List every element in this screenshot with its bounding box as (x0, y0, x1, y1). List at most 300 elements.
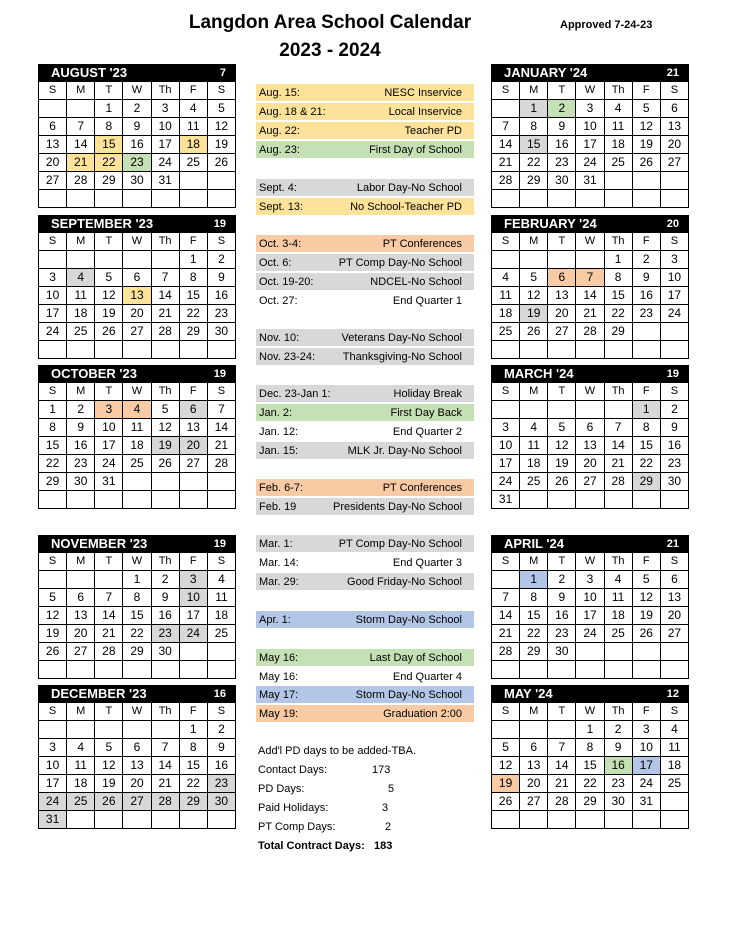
day-cell: 19 (492, 775, 520, 793)
day-cell: 18 (179, 136, 207, 154)
day-cell: 29 (95, 172, 123, 190)
week-row (39, 323, 236, 341)
day-cell: 1 (39, 401, 67, 419)
week-row (492, 491, 689, 509)
day-cell: 29 (39, 473, 67, 491)
day-cell: 22 (520, 154, 548, 172)
day-cell: 10 (151, 118, 179, 136)
empty-cell (604, 643, 632, 661)
empty-cell (632, 811, 660, 829)
weekday-header: T (548, 82, 576, 100)
day-cell: 26 (520, 323, 548, 341)
day-cell: 7 (492, 589, 520, 607)
empty-cell (576, 190, 604, 208)
event-date: Aug. 22: (259, 124, 300, 137)
month-header (38, 64, 236, 81)
empty-cell (179, 172, 207, 190)
day-cell: 24 (39, 323, 67, 341)
month-header (491, 365, 689, 382)
month-header (38, 535, 236, 552)
day-cell: 13 (67, 607, 95, 625)
day-cell: 25 (660, 775, 688, 793)
day-cell: 27 (520, 793, 548, 811)
event-label: NESC Inservice (384, 86, 462, 99)
week-row (39, 643, 236, 661)
day-cell: 6 (520, 739, 548, 757)
week-row (492, 437, 689, 455)
day-cell: 31 (492, 491, 520, 509)
empty-cell (123, 190, 151, 208)
day-cell: 2 (207, 251, 235, 269)
day-cell: 1 (95, 100, 123, 118)
day-cell: 3 (632, 721, 660, 739)
empty-cell (660, 661, 688, 679)
empty-cell (151, 341, 179, 359)
event-date: Dec. 23-Jan 1: (259, 387, 331, 400)
empty-cell (95, 661, 123, 679)
empty-cell (492, 190, 520, 208)
empty-cell (207, 190, 235, 208)
weekday-header: S (492, 703, 520, 721)
day-cell: 23 (207, 775, 235, 793)
day-cell: 15 (520, 136, 548, 154)
day-cell: 31 (39, 811, 67, 829)
event-label: End Quarter 3 (392, 556, 462, 569)
empty-cell (660, 190, 688, 208)
day-cell: 5 (520, 269, 548, 287)
day-cell: 19 (151, 437, 179, 455)
empty-cell (660, 491, 688, 509)
day-cell: 17 (39, 305, 67, 323)
month-name: OCTOBER '23 (51, 366, 137, 381)
event-date: Oct. 27: (259, 294, 298, 307)
month-header (491, 535, 689, 552)
weekday-row (39, 703, 236, 721)
weekday-header: S (207, 82, 235, 100)
day-cell: 19 (548, 455, 576, 473)
empty-cell (151, 661, 179, 679)
month-name: MAY '24 (504, 686, 553, 701)
empty-cell (632, 172, 660, 190)
day-cell: 7 (604, 419, 632, 437)
month-grid (38, 382, 236, 509)
event-label: Graduation 2:00 (383, 707, 462, 720)
day-cell: 9 (67, 419, 95, 437)
week-row (39, 401, 236, 419)
day-cell: 23 (604, 775, 632, 793)
week-row (492, 341, 689, 359)
month-calendar (491, 535, 689, 679)
day-cell: 20 (67, 625, 95, 643)
empty-cell (123, 721, 151, 739)
day-cell: 5 (492, 739, 520, 757)
day-cell: 29 (520, 172, 548, 190)
day-cell: 25 (179, 154, 207, 172)
school-day-count: 19 (213, 537, 226, 550)
empty-cell (67, 190, 95, 208)
weekday-row (492, 82, 689, 100)
day-cell: 6 (576, 419, 604, 437)
day-cell: 3 (151, 100, 179, 118)
weekday-header: F (632, 383, 660, 401)
day-cell: 15 (520, 607, 548, 625)
weekday-header: W (576, 82, 604, 100)
event-label: Storm Day-No School (355, 613, 462, 626)
day-cell: 20 (179, 437, 207, 455)
day-cell: 4 (492, 269, 520, 287)
day-cell: 18 (604, 607, 632, 625)
empty-cell (67, 491, 95, 509)
day-cell: 21 (492, 625, 520, 643)
weekday-header: F (632, 82, 660, 100)
week-row (39, 625, 236, 643)
week-row (492, 739, 689, 757)
empty-cell (39, 491, 67, 509)
day-cell: 8 (520, 589, 548, 607)
day-cell: 9 (604, 739, 632, 757)
weekday-header: S (39, 82, 67, 100)
event-label: No School-Teacher PD (350, 200, 462, 213)
day-cell: 11 (67, 287, 95, 305)
day-cell: 2 (207, 721, 235, 739)
day-cell: 25 (492, 323, 520, 341)
day-cell: 9 (660, 419, 688, 437)
day-cell: 5 (548, 419, 576, 437)
week-row (492, 118, 689, 136)
empty-cell (604, 341, 632, 359)
day-cell: 8 (604, 269, 632, 287)
empty-cell (151, 811, 179, 829)
day-cell: 1 (520, 571, 548, 589)
day-cell: 9 (548, 589, 576, 607)
weekday-header: T (95, 233, 123, 251)
day-cell: 5 (632, 100, 660, 118)
day-cell: 16 (207, 287, 235, 305)
empty-cell (67, 251, 95, 269)
day-cell: 16 (548, 607, 576, 625)
empty-cell (548, 491, 576, 509)
event-label: End Quarter 1 (392, 294, 462, 307)
empty-cell (151, 491, 179, 509)
school-day-count: 21 (666, 537, 679, 550)
day-cell: 26 (39, 643, 67, 661)
weekday-header: F (179, 703, 207, 721)
month-name: AUGUST '23 (51, 65, 128, 80)
day-cell: 27 (576, 473, 604, 491)
weekday-header: S (660, 383, 688, 401)
week-row (492, 287, 689, 305)
empty-cell (576, 661, 604, 679)
day-cell: 4 (67, 269, 95, 287)
day-cell: 26 (95, 323, 123, 341)
weekday-header: Th (151, 383, 179, 401)
empty-cell (660, 341, 688, 359)
day-cell: 31 (576, 172, 604, 190)
day-cell: 22 (95, 154, 123, 172)
week-row (492, 419, 689, 437)
empty-cell (123, 491, 151, 509)
empty-cell (39, 251, 67, 269)
event-row (256, 273, 474, 290)
month-calendar (38, 64, 236, 208)
day-cell: 12 (548, 437, 576, 455)
event-date: Jan. 15: (259, 444, 299, 457)
weekday-header: Th (604, 383, 632, 401)
day-cell: 13 (660, 118, 688, 136)
day-cell: 25 (604, 625, 632, 643)
day-cell: 13 (576, 437, 604, 455)
event-label: End Quarter 4 (392, 670, 462, 683)
school-day-count: 19 (666, 367, 679, 380)
event-date: Mar. 14: (259, 556, 299, 569)
day-cell: 25 (520, 473, 548, 491)
day-cell: 26 (548, 473, 576, 491)
day-cell: 8 (39, 419, 67, 437)
empty-cell (604, 491, 632, 509)
event-row (256, 292, 474, 309)
event-date: May 19: (259, 707, 299, 720)
event-label: PT Comp Day-No School (338, 256, 462, 269)
empty-cell (576, 643, 604, 661)
week-row (39, 172, 236, 190)
event-row (256, 423, 474, 440)
event-date: Oct. 3-4: (259, 237, 302, 250)
day-cell: 19 (207, 136, 235, 154)
weekday-header: Th (151, 233, 179, 251)
day-cell: 24 (576, 154, 604, 172)
event-row (256, 84, 474, 101)
day-cell: 1 (604, 251, 632, 269)
empty-cell (660, 811, 688, 829)
day-cell: 9 (207, 269, 235, 287)
empty-cell (548, 721, 576, 739)
day-cell: 23 (123, 154, 151, 172)
empty-cell (632, 491, 660, 509)
week-row (492, 589, 689, 607)
event-label: MLK Jr. Day-No School (347, 444, 462, 457)
empty-cell (95, 251, 123, 269)
empty-cell (123, 811, 151, 829)
weekday-header: S (207, 553, 235, 571)
month-grid (38, 552, 236, 679)
weekday-header: F (179, 82, 207, 100)
empty-cell (207, 643, 235, 661)
week-row (492, 269, 689, 287)
day-cell: 22 (39, 455, 67, 473)
day-cell: 22 (632, 455, 660, 473)
day-cell: 3 (39, 739, 67, 757)
event-row (256, 404, 474, 421)
week-row (39, 811, 236, 829)
week-row (492, 172, 689, 190)
event-row (256, 649, 474, 666)
empty-cell (576, 251, 604, 269)
day-cell: 9 (207, 739, 235, 757)
day-cell: 3 (39, 269, 67, 287)
empty-cell (207, 341, 235, 359)
day-cell: 6 (123, 269, 151, 287)
empty-cell (604, 190, 632, 208)
empty-cell (95, 571, 123, 589)
day-cell: 1 (123, 571, 151, 589)
day-cell: 11 (520, 437, 548, 455)
day-cell: 26 (632, 154, 660, 172)
weekday-header: F (632, 553, 660, 571)
event-date: Aug. 15: (259, 86, 300, 99)
weekday-header: T (95, 383, 123, 401)
day-cell: 26 (95, 793, 123, 811)
day-cell: 2 (67, 401, 95, 419)
weekday-header: T (548, 383, 576, 401)
day-cell: 7 (548, 739, 576, 757)
empty-cell (576, 401, 604, 419)
week-row (39, 437, 236, 455)
empty-cell (492, 721, 520, 739)
month-grid (491, 81, 689, 208)
weekday-header: F (632, 233, 660, 251)
day-cell: 11 (604, 118, 632, 136)
day-cell: 5 (632, 571, 660, 589)
week-row (39, 419, 236, 437)
day-cell: 3 (492, 419, 520, 437)
day-cell: 17 (39, 775, 67, 793)
day-cell: 6 (660, 571, 688, 589)
weekday-header: M (67, 233, 95, 251)
weekday-header: S (492, 82, 520, 100)
day-cell: 17 (151, 136, 179, 154)
day-cell: 28 (67, 172, 95, 190)
empty-cell (604, 401, 632, 419)
day-cell: 7 (492, 118, 520, 136)
day-cell: 20 (39, 154, 67, 172)
empty-cell (632, 661, 660, 679)
event-row (256, 329, 474, 346)
day-cell: 21 (207, 437, 235, 455)
week-row (39, 491, 236, 509)
empty-cell (492, 661, 520, 679)
day-cell: 24 (95, 455, 123, 473)
empty-cell (39, 190, 67, 208)
day-cell: 18 (492, 305, 520, 323)
day-cell: 4 (179, 100, 207, 118)
empty-cell (660, 793, 688, 811)
day-cell: 27 (67, 643, 95, 661)
day-cell: 11 (207, 589, 235, 607)
week-row (492, 323, 689, 341)
month-header (38, 215, 236, 232)
day-cell: 28 (548, 793, 576, 811)
weekday-header: S (660, 553, 688, 571)
day-cell: 14 (604, 437, 632, 455)
total-contract-value: 183 (374, 840, 393, 852)
weekday-header: M (67, 82, 95, 100)
day-cell: 18 (123, 437, 151, 455)
day-cell: 13 (39, 136, 67, 154)
event-label: Teacher PD (404, 124, 462, 137)
event-row (256, 235, 474, 252)
day-cell: 27 (179, 455, 207, 473)
week-row (39, 589, 236, 607)
day-cell: 27 (39, 172, 67, 190)
day-cell: 28 (492, 172, 520, 190)
day-cell: 21 (151, 305, 179, 323)
week-row (39, 341, 236, 359)
weekday-header: S (207, 383, 235, 401)
weekday-header: M (67, 553, 95, 571)
day-cell: 4 (207, 571, 235, 589)
weekday-header: Th (604, 553, 632, 571)
weekday-header: Th (604, 703, 632, 721)
empty-cell (548, 341, 576, 359)
day-cell: 29 (179, 793, 207, 811)
empty-cell (95, 811, 123, 829)
day-cell: 8 (520, 118, 548, 136)
empty-cell (179, 491, 207, 509)
weekday-row (39, 233, 236, 251)
month-grid (38, 702, 236, 829)
empty-cell (492, 811, 520, 829)
day-cell: 27 (123, 323, 151, 341)
day-cell: 13 (660, 589, 688, 607)
month-header (38, 685, 236, 702)
day-cell: 30 (67, 473, 95, 491)
empty-cell (492, 251, 520, 269)
day-cell: 11 (179, 118, 207, 136)
event-row (256, 668, 474, 685)
day-cell: 11 (492, 287, 520, 305)
week-row (39, 757, 236, 775)
event-date: Feb. 6-7: (259, 481, 304, 494)
event-label: Presidents Day-No School (332, 500, 462, 513)
day-cell: 2 (548, 571, 576, 589)
event-label: PT Comp Day-No School (338, 537, 462, 550)
day-cell: 10 (632, 739, 660, 757)
event-label: First Day of School (369, 143, 462, 156)
week-row (492, 757, 689, 775)
week-row (492, 775, 689, 793)
weekday-row (492, 553, 689, 571)
school-day-count: 16 (213, 687, 226, 700)
day-cell: 8 (179, 269, 207, 287)
weekday-header: M (520, 233, 548, 251)
day-cell: 30 (604, 793, 632, 811)
month-grid (491, 232, 689, 359)
day-cell: 1 (179, 251, 207, 269)
day-cell: 24 (576, 625, 604, 643)
day-cell: 29 (632, 473, 660, 491)
empty-cell (520, 251, 548, 269)
day-cell: 2 (632, 251, 660, 269)
day-cell: 18 (660, 757, 688, 775)
empty-cell (632, 341, 660, 359)
event-row (256, 141, 474, 158)
month-grid (491, 382, 689, 509)
day-cell: 21 (95, 625, 123, 643)
day-cell: 7 (151, 739, 179, 757)
empty-cell (632, 190, 660, 208)
event-date: May 16: (259, 651, 299, 664)
empty-cell (660, 643, 688, 661)
month-grid (38, 232, 236, 359)
weekday-header: M (520, 82, 548, 100)
day-cell: 11 (123, 419, 151, 437)
event-date: Nov. 10: (259, 331, 300, 344)
stat-value: 2 (385, 821, 392, 833)
event-label: First Day Back (390, 406, 462, 419)
empty-cell (151, 473, 179, 491)
month-name: DECEMBER '23 (51, 686, 147, 701)
event-label: PT Conferences (382, 481, 462, 494)
